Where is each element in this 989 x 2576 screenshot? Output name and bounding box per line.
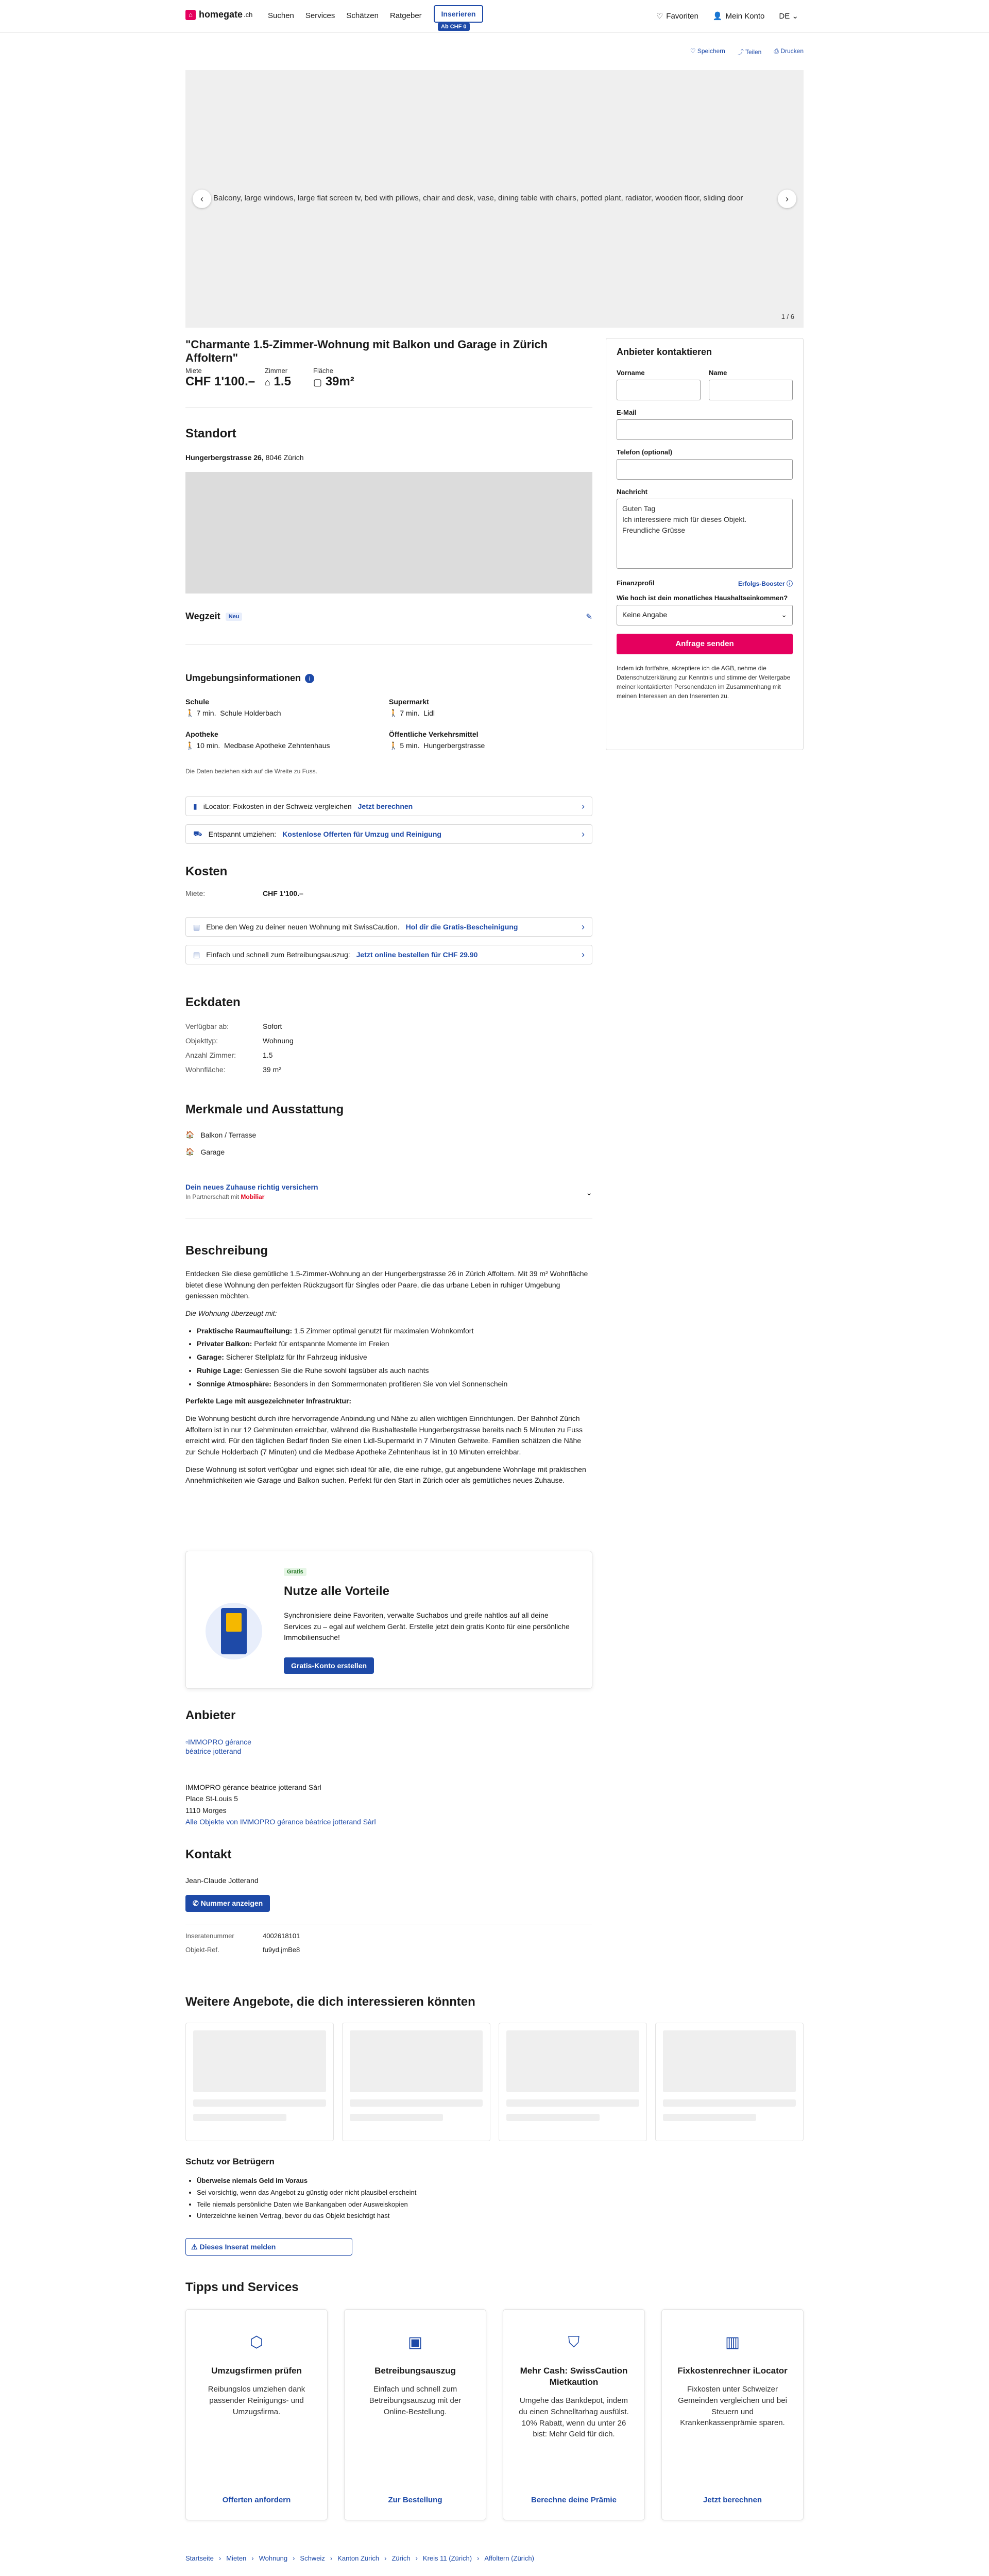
surrounding-supermarket bbox=[389, 698, 592, 718]
listing-actions bbox=[659, 47, 804, 56]
swisscaution-promo[interactable] bbox=[185, 917, 592, 937]
show-number-button[interactable] bbox=[185, 1895, 270, 1912]
surrounding-time: 7 min. bbox=[400, 709, 420, 717]
share-icon: ⤴ bbox=[737, 48, 744, 56]
description-subheading: Perfekte Lage mit ausgezeichneter Infrastruktur: bbox=[185, 1397, 352, 1405]
location-heading: Standort bbox=[185, 427, 236, 440]
tip-title: Mehr Cash: SwissCaution Mietkaution bbox=[520, 2366, 628, 2387]
promo-link[interactable]: Kostenlose Offerten für Umzug und Reinigung bbox=[282, 830, 441, 838]
area-value: 39m² bbox=[325, 375, 354, 388]
insurance-title: Dein neues Zuhause richtig versichern bbox=[185, 1183, 318, 1191]
list-item: • Teile niemals persönliche Daten wie Bankangaben oder Ausweiskopien bbox=[197, 2199, 416, 2211]
walk-icon: 🚶 bbox=[185, 741, 195, 750]
chevron-right-icon: › bbox=[582, 921, 585, 932]
income-select[interactable] bbox=[617, 605, 793, 625]
costs-value: CHF 1'100.– bbox=[263, 889, 303, 897]
tip-title: Betreibungsauszug bbox=[374, 2366, 456, 2376]
booster-label: Erfolgs-Booster bbox=[738, 580, 785, 587]
surrounding-name: Schule Holderbach bbox=[220, 709, 281, 717]
description-paragraph: Diese Wohnung ist sofort verfügbar und eignet sich ideal für alle, die eine ruhige, gut angebundene Wohnlage mit praktischen Annehmlichkeiten wie Garage und Balkon suchen. Perfekt für den Start in Zürich oder als gemütliches neues Zuhause. bbox=[185, 1465, 586, 1485]
tip-title: Fixkostenrechner iLocator bbox=[677, 2366, 788, 2376]
bullet-label: Sonnige Atmosphäre: bbox=[197, 1379, 271, 1388]
keydata-value: Sofort bbox=[263, 1022, 282, 1030]
print-icon: ⎙ bbox=[774, 47, 779, 55]
advertiser-name: IMMOPRO gérance béatrice jotterand Sàrl bbox=[185, 1783, 321, 1791]
breadcrumb-item[interactable]: Kanton Zürich bbox=[337, 2554, 380, 2562]
tip-card-debt-extract[interactable] bbox=[344, 2309, 486, 2520]
surrounding-name: Hungerbergstrasse bbox=[423, 741, 485, 750]
bullet-label: Ruhige Lage: bbox=[197, 1366, 243, 1375]
surrounding-title: Schule bbox=[185, 698, 209, 706]
main-nav bbox=[268, 11, 422, 20]
homegate-logo[interactable]: ⌂ homegate .ch bbox=[185, 9, 252, 20]
book-icon: ▮ bbox=[193, 802, 197, 810]
gallery-prev-button[interactable] bbox=[193, 190, 211, 208]
divider bbox=[185, 644, 592, 645]
promo-link[interactable]: Jetzt berechnen bbox=[357, 802, 413, 810]
divider bbox=[185, 407, 592, 408]
chevron-right-icon: › bbox=[582, 801, 585, 811]
finance-title: Finanzprofil bbox=[617, 579, 655, 587]
insurance-partner: In Partnerschaft mit bbox=[185, 1193, 240, 1200]
box-icon: ⬡ bbox=[249, 2334, 264, 2351]
surrounding-school bbox=[185, 698, 389, 718]
rooms-label: Zimmer bbox=[265, 367, 288, 375]
tip-text: Reibungslos umziehen dank passender Reinigungs- und Umzugsfirma. bbox=[208, 2385, 305, 2416]
chevron-right-icon: › bbox=[415, 2554, 418, 2562]
keydata-value: 39 m² bbox=[263, 1065, 281, 1074]
signup-title: Nutze alle Vorteile bbox=[284, 1584, 389, 1598]
save-action[interactable] bbox=[690, 47, 725, 56]
tip-link[interactable]: Zur Bestellung bbox=[388, 2496, 442, 2504]
surrounding-time: 10 min. bbox=[196, 741, 220, 750]
route-label: Wegzeit bbox=[185, 611, 220, 621]
phone-icon: ✆ bbox=[193, 1899, 199, 1907]
keydata-key: Objekttyp: bbox=[185, 1037, 218, 1045]
contact-heading: Kontakt bbox=[185, 1848, 232, 1861]
chevron-right-icon: › bbox=[582, 828, 585, 839]
features-heading: Merkmale und Ausstattung bbox=[185, 1103, 344, 1116]
walk-icon: 🚶 bbox=[185, 709, 195, 717]
phone-input[interactable] bbox=[617, 459, 793, 480]
bullet-label: Praktische Raumaufteilung: bbox=[197, 1326, 293, 1335]
address-city: 8046 Zürich bbox=[265, 453, 304, 462]
keydata-value: Wohnung bbox=[263, 1037, 294, 1045]
offer-card-skeleton bbox=[342, 2023, 490, 2141]
keydata-key: Wohnfläche: bbox=[185, 1065, 226, 1074]
promo-text: Einfach und schnell zum Betreibungsauszug: bbox=[206, 951, 350, 959]
surrounding-title: Apotheke bbox=[185, 730, 218, 738]
reference-table bbox=[185, 1932, 592, 1954]
new-badge: Neu bbox=[226, 613, 243, 621]
surroundings-heading-row bbox=[185, 673, 314, 684]
surrounding-transport bbox=[389, 730, 592, 750]
list-item bbox=[197, 1326, 592, 1337]
gallery-next-button[interactable] bbox=[778, 190, 796, 208]
walk-icon: 🚶 bbox=[389, 741, 398, 750]
favorites-link[interactable] bbox=[656, 11, 698, 21]
tip-text: Einfach und schnell zum Betreibungsauszug mit der Online-Bestellung. bbox=[369, 2385, 462, 2416]
tip-text: Fixkosten unter Schweizer Gemeinden vergleichen und bei Steuern und Krankenkassenprämie sparen. bbox=[678, 2385, 787, 2428]
breadcrumb-item[interactable]: Wohnung bbox=[259, 2554, 288, 2562]
keydata-value: 1.5 bbox=[263, 1051, 273, 1059]
save-label: Speichern bbox=[697, 47, 725, 55]
more-offers-heading: Weitere Angebote, die dich interessieren könnten bbox=[185, 1995, 475, 2009]
nav-schaetzen[interactable]: Schätzen bbox=[346, 11, 379, 20]
list-item: • Unterzeichne keinen Vertrag, bevor du das Objekt besichtigt hast bbox=[197, 2210, 416, 2222]
legal-notice: Indem ich fortfahre, akzeptiere ich die AGB, nehme die Datenschutzerklärung zur Kenntnis und stimme der Weitergabe meiner kontaktierten Personendaten im Zusammenhang mit meinen Interessen an den Inserenten zu. bbox=[617, 665, 791, 700]
keydata-key: Verfügbar ab: bbox=[185, 1022, 229, 1030]
advertiser-street: Place St-Louis 5 bbox=[185, 1794, 238, 1803]
house-icon: ⌂ bbox=[265, 377, 270, 387]
last-name-input[interactable] bbox=[709, 380, 793, 400]
feature-item bbox=[185, 1147, 256, 1156]
last-name-label: Name bbox=[709, 369, 727, 377]
booster-link[interactable] bbox=[738, 579, 793, 588]
chevron-right-icon: › bbox=[330, 2554, 333, 2562]
breadcrumb-item[interactable]: Startseite bbox=[185, 2554, 214, 2562]
advertiser-city: 1110 Morges bbox=[185, 1806, 227, 1815]
account-label: Mein Konto bbox=[725, 12, 765, 21]
reference-key: Inseratenummer bbox=[185, 1932, 234, 1940]
print-action[interactable] bbox=[774, 47, 804, 56]
breadcrumb-item[interactable]: Schweiz bbox=[300, 2554, 325, 2562]
language-switch[interactable] bbox=[779, 11, 798, 21]
rent-label: Miete bbox=[185, 367, 202, 375]
description-bullets bbox=[197, 1326, 592, 1389]
first-name-label: Vorname bbox=[617, 369, 645, 377]
advertiser-all-objects-link[interactable]: Alle Objekte von IMMOPRO gérance béatrice jotterand Sàrl bbox=[185, 1818, 376, 1826]
info-icon[interactable]: i bbox=[305, 674, 314, 683]
balcony-icon: 🏠 bbox=[185, 1130, 195, 1139]
account-link[interactable] bbox=[713, 11, 765, 21]
document-icon: ▤ bbox=[193, 922, 200, 931]
keydata-heading: Eckdaten bbox=[185, 995, 241, 1009]
bullet-text: Sicherer Stellplatz für Ihr Fahrzeug inklusive bbox=[224, 1353, 367, 1362]
area-block bbox=[313, 367, 354, 389]
list-item: • Sei vorsichtig, wenn das Angebot zu günstig oder nicht plausibel erscheint bbox=[197, 2187, 416, 2199]
fraud-list bbox=[197, 2175, 416, 2222]
insert-button[interactable]: Inserieren bbox=[434, 5, 483, 23]
bullet-label: Garage: bbox=[197, 1353, 224, 1362]
report-label: Dieses Inserat melden bbox=[199, 2243, 276, 2251]
description-intro: Entdecken Sie diese gemütliche 1.5-Zimmer-Wohnung an der Hungerbergstrasse 26 in Zürich Affoltern. Mit 39 m² Wohnfläche bietet diese Wohnung den perfekten Rückzugsort für Singles oder Paare, die das urbane Leben in ruhiger Umgebung geniessen möchten. bbox=[185, 1269, 588, 1300]
breadcrumb-item[interactable]: Zürich bbox=[391, 2554, 411, 2562]
surrounding-title: Supermarkt bbox=[389, 698, 429, 706]
advertiser-address bbox=[185, 1782, 376, 1828]
rent-value: CHF 1'100.– bbox=[185, 375, 255, 388]
breadcrumb-item[interactable]: Affoltern (Zürich) bbox=[484, 2554, 534, 2562]
chevron-down-icon: ⌄ bbox=[586, 1189, 592, 1197]
debt-extract-promo[interactable] bbox=[185, 945, 592, 964]
show-number-label: Nummer anzeigen bbox=[200, 1899, 263, 1907]
promo-text: iLocator: Fixkosten in der Schweiz vergleichen bbox=[203, 802, 352, 810]
language-label: DE bbox=[779, 12, 790, 21]
share-action[interactable] bbox=[738, 47, 762, 56]
insert-price-badge: Ab CHF 0 bbox=[438, 23, 470, 31]
first-name-input[interactable] bbox=[617, 380, 701, 400]
chevron-right-icon: › bbox=[786, 194, 789, 204]
rooms-value: 1.5 bbox=[274, 375, 291, 388]
rooms-block bbox=[265, 367, 291, 389]
costs-heading: Kosten bbox=[185, 865, 228, 878]
area-icon: ▢ bbox=[313, 377, 322, 387]
reference-key: Objekt-Ref. bbox=[185, 1946, 219, 1954]
surrounding-time: 7 min. bbox=[196, 709, 216, 717]
garage-icon: 🏠 bbox=[185, 1147, 195, 1156]
keydata-table bbox=[185, 1022, 592, 1074]
nav-suchen[interactable]: Suchen bbox=[268, 11, 294, 20]
surrounding-pharmacy bbox=[185, 730, 389, 750]
insurance-accordion[interactable] bbox=[185, 1183, 592, 1200]
ilocator-promo[interactable] bbox=[185, 796, 592, 816]
list-item bbox=[197, 1352, 592, 1363]
image-gallery[interactable] bbox=[185, 70, 804, 328]
location-map[interactable] bbox=[185, 472, 592, 594]
moving-promo[interactable] bbox=[185, 824, 592, 844]
promo-text: Entspannt umziehen: bbox=[208, 830, 277, 838]
description-paragraph: Die Wohnung besticht durch ihre hervorragende Anbindung und Nähe zu allen wichtigen Einrichtungen. Der Bahnhof Zürich Affoltern ist in nur 12 Gehminuten erreichbar, während die Bushaltestelle Hungerbergstrasse bereits nach 5 Minuten zu Fuss erreicht wird. Für den täglichen Bedarf finden Sie einen Lidl-Supermarkt in 7 Minuten Gehweite. Familien schätzen die Nähe zur Schule Holderbach (7 Minuten) und die Medbase Apotheke Zehntenhaus ist in 10 Minuten erreichbar. bbox=[185, 1414, 583, 1456]
message-textarea[interactable]: Guten Tag Ich interessiere mich für dieses Objekt. Freundliche Grüsse bbox=[617, 499, 793, 569]
promo-text: Ebne den Weg zu deiner neuen Wohnung mit SwissCaution. bbox=[206, 923, 400, 931]
bullet-label: Privater Balkon: bbox=[197, 1340, 252, 1348]
chevron-right-icon: › bbox=[293, 2554, 295, 2562]
gallery-image-alt: Balcony, large windows, large flat screen tv, bed with pillows, chair and desk, vase, dining table with chairs, potted plant, radiator, wooden floor, sliding door bbox=[213, 194, 743, 202]
message-label: Nachricht bbox=[617, 488, 647, 496]
feature-label: Balkon / Terrasse bbox=[200, 1130, 257, 1139]
tip-link[interactable]: Berechne deine Prämie bbox=[531, 2496, 617, 2504]
list-item: • Überweise niemals Geld im Voraus bbox=[197, 2175, 416, 2187]
logo-suffix: ch bbox=[245, 11, 253, 19]
bullet-text: Besonders in den Sommermonaten profitieren Sie von viel Sonnenschein bbox=[271, 1379, 508, 1388]
promo-link[interactable]: Hol dir die Gratis-Bescheinigung bbox=[405, 923, 518, 931]
advertiser-logo-alt: IMMOPRO gérance béatrice jotterand bbox=[185, 1738, 251, 1756]
address bbox=[185, 453, 304, 462]
logo-text: homegate bbox=[199, 9, 243, 20]
promo-link[interactable]: Jetzt online bestellen für CHF 29.90 bbox=[356, 951, 478, 959]
advertiser-heading: Anbieter bbox=[185, 1708, 236, 1722]
document-icon: ▣ bbox=[407, 2334, 423, 2351]
list-item bbox=[197, 1338, 592, 1350]
description-heading: Beschreibung bbox=[185, 1244, 268, 1258]
address-street: Hungerbergstrasse 26, bbox=[185, 453, 264, 462]
document-icon: ▤ bbox=[193, 950, 200, 959]
shield-icon: ⛉ bbox=[568, 2334, 580, 2351]
logo-icon: ⌂ bbox=[185, 10, 196, 20]
feature-label: Garage bbox=[200, 1147, 225, 1156]
map-icon: ▥ bbox=[725, 2334, 740, 2351]
info-icon: ⓘ bbox=[786, 580, 793, 587]
chevron-right-icon: › bbox=[218, 2554, 221, 2562]
signup-text: Synchronisiere deine Favoriten, verwalte Suchabos und greife nahtlos auf all deine Services zu – egal auf welchem Gerät. Erstelle jetzt dein gratis Konto für eine persönliche Immobiliensuche! bbox=[284, 1611, 570, 1642]
tip-card-moving[interactable] bbox=[185, 2309, 328, 2520]
report-listing-button[interactable] bbox=[185, 2238, 352, 2256]
costs-label: Miete: bbox=[185, 889, 206, 897]
email-input[interactable] bbox=[617, 419, 793, 440]
tip-title: Umzugsfirmen prüfen bbox=[211, 2366, 302, 2376]
surroundings-heading: Umgebungsinformationen bbox=[185, 673, 301, 683]
tip-card-ilocator[interactable] bbox=[661, 2309, 804, 2520]
description-body bbox=[185, 1268, 592, 1493]
nav-ratgeber[interactable]: Ratgeber bbox=[389, 11, 422, 20]
description-lead: Die Wohnung überzeugt mit: bbox=[185, 1309, 277, 1318]
offer-card-skeleton bbox=[499, 2023, 647, 2141]
site-header bbox=[0, 0, 989, 33]
user-icon: 👤 bbox=[712, 12, 723, 21]
chevron-right-icon: › bbox=[384, 2554, 387, 2562]
heart-icon: ♡ bbox=[656, 12, 663, 21]
surrounding-name: Medbase Apotheke Zehntenhaus bbox=[224, 741, 330, 750]
list-item bbox=[197, 1365, 592, 1377]
surrounding-title: Öffentliche Verkehrsmittel bbox=[389, 730, 479, 738]
surroundings-note: Die Daten beziehen sich auf die Wreite zu Fuss. bbox=[185, 768, 317, 775]
surrounding-time: 5 min. bbox=[400, 741, 420, 750]
bullet-text: Geniessen Sie die Ruhe sowohl tagsüber als auch nachts bbox=[242, 1366, 429, 1375]
rent-block bbox=[185, 367, 255, 389]
tip-card-swisscaution[interactable] bbox=[503, 2309, 645, 2520]
nav-services[interactable]: Services bbox=[305, 11, 335, 20]
costs-table bbox=[185, 889, 592, 897]
advertiser-logo[interactable] bbox=[185, 1737, 252, 1756]
gallery-counter: 1 / 6 bbox=[781, 313, 794, 320]
features-list bbox=[185, 1130, 256, 1164]
reference-value: 4002618101 bbox=[263, 1932, 300, 1940]
mobiliar-logo: Mobiliar bbox=[241, 1193, 265, 1200]
print-label: Drucken bbox=[780, 47, 804, 55]
bullet-text: Perfekt für entspannte Momente im Freien bbox=[252, 1340, 389, 1348]
breadcrumb-item[interactable]: Kreis 11 (Zürich) bbox=[422, 2554, 472, 2562]
share-label: Teilen bbox=[745, 48, 762, 56]
breadcrumb-item[interactable]: Mieten bbox=[226, 2554, 247, 2562]
signup-promo bbox=[185, 1551, 592, 1689]
tip-link[interactable]: Jetzt berechnen bbox=[703, 2496, 762, 2504]
illustration bbox=[195, 1592, 272, 1675]
route-row[interactable] bbox=[185, 611, 592, 622]
truck-icon: ⛟ bbox=[193, 829, 202, 838]
walk-icon: 🚶 bbox=[389, 709, 398, 717]
tip-text: Umgehe das Bankdepot, indem du einen Schnelltarhag ausfülst. 10% Rabatt, wenn du unter 26 bist: Mehr Geld für dich. bbox=[519, 2396, 629, 2439]
chevron-right-icon: › bbox=[251, 2554, 254, 2562]
contact-person: Jean-Claude Jotterand bbox=[185, 1876, 259, 1885]
list-item bbox=[197, 1379, 592, 1390]
chevron-down-icon: ⌄ bbox=[792, 12, 798, 21]
reference-value: fu9yd.jmBe8 bbox=[263, 1946, 300, 1954]
contact-form-heading: Anbieter kontaktieren bbox=[617, 347, 712, 357]
surrounding-name: Lidl bbox=[423, 709, 435, 717]
chevron-right-icon: › bbox=[477, 2554, 480, 2562]
contact-form bbox=[606, 338, 804, 750]
area-label: Fläche bbox=[313, 367, 334, 375]
listing-title: "Charmante 1.5-Zimmer-Wohnung mit Balkon und Garage in Zürich Affoltern" bbox=[185, 338, 548, 364]
edit-icon[interactable]: ✎ bbox=[586, 612, 592, 621]
surroundings-grid bbox=[185, 698, 592, 750]
income-value: Keine Angabe bbox=[622, 611, 668, 619]
tip-link[interactable]: Offerten anfordern bbox=[222, 2496, 291, 2504]
bullet-text: 1.5 Zimmer optimal genutzt für maximalen Wohnkomfort bbox=[292, 1326, 474, 1335]
chevron-down-icon: ⌄ bbox=[781, 611, 787, 619]
offer-card-skeleton bbox=[655, 2023, 804, 2141]
create-account-button[interactable]: Gratis-Konto erstellen bbox=[284, 1657, 374, 1674]
chevron-right-icon: › bbox=[582, 949, 585, 960]
fraud-heading: Schutz vor Betrügern bbox=[185, 2157, 275, 2166]
free-badge: Gratis bbox=[284, 1568, 306, 1576]
keydata-key: Anzahl Zimmer: bbox=[185, 1051, 236, 1059]
breadcrumb bbox=[185, 2554, 534, 2562]
phone-label: Telefon (optional) bbox=[617, 448, 673, 456]
warning-icon: ⚠ bbox=[191, 2243, 198, 2251]
favorites-label: Favoriten bbox=[666, 12, 698, 21]
tips-heading: Tipps und Services bbox=[185, 2280, 299, 2294]
broken-image-icon: ▫ bbox=[185, 1738, 188, 1746]
send-request-button[interactable]: Anfrage senden bbox=[617, 634, 793, 654]
offer-card-skeleton bbox=[185, 2023, 334, 2141]
email-label: E-Mail bbox=[617, 409, 637, 416]
chevron-left-icon: ‹ bbox=[200, 194, 203, 204]
heart-icon: ♡ bbox=[690, 47, 696, 55]
income-question: Wie hoch ist dein monatliches Haushaltseinkommen? bbox=[617, 594, 788, 602]
feature-item bbox=[185, 1130, 256, 1139]
